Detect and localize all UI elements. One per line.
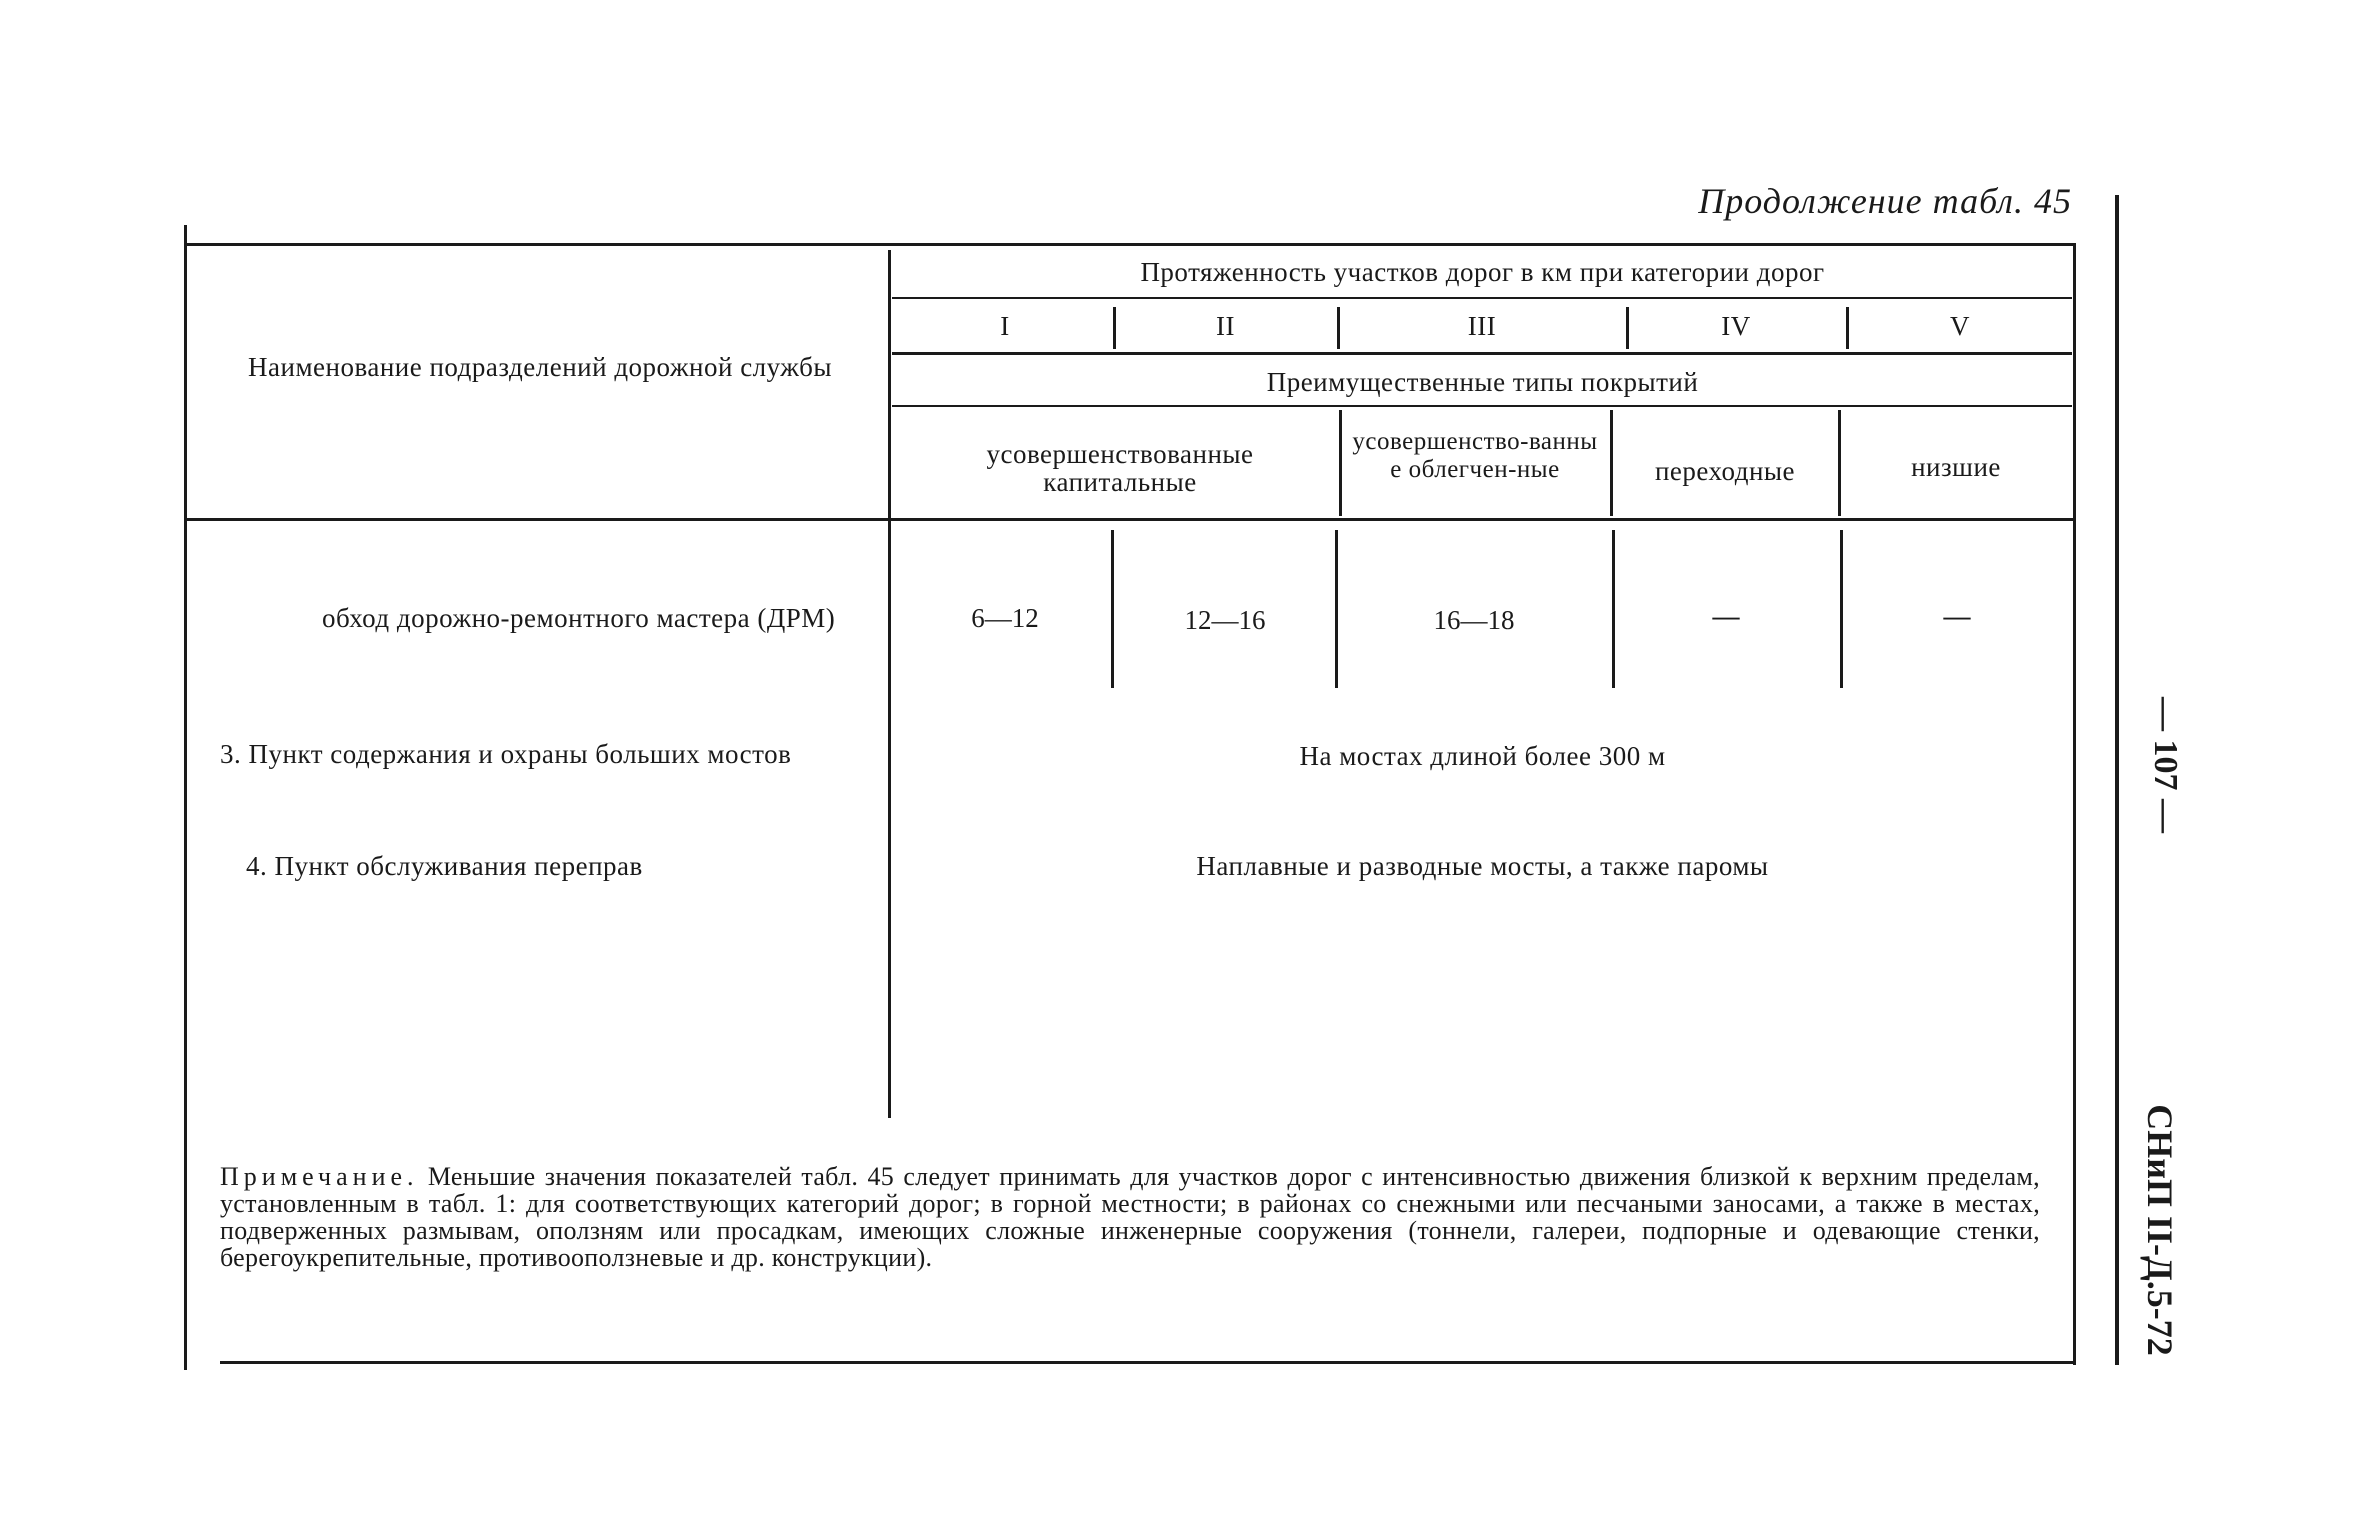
stub-header: Наименование подразделений дорожной службы [248,352,832,382]
row-2-name: 3. Пункт содержания и охраны больших мостов [220,739,792,769]
category-separator [1337,307,1340,349]
category-label-5: V [1950,311,1970,341]
span-header-rule [892,297,2072,299]
row-1-value-1: 6—12 [971,603,1039,633]
row-1-name: обход дорожно-ремонтного мастера (ДРМ) [322,603,836,633]
row-1-value-3: 16—18 [1433,605,1515,635]
row-3-name: 4. Пункт обслуживания переправ [246,851,643,881]
span-header: Протяженность участков дорог в км при категории дорог [1140,257,1825,287]
pavement-type-1: усовершенствованные капитальные [986,439,1254,497]
category-label-4: IV [1721,311,1751,341]
category-label-2: II [1216,311,1235,341]
right-margin-rule [2115,195,2119,1365]
pavement-type-3: переходные [1654,456,1796,486]
table-left-border [184,225,187,1370]
data-separator [1111,530,1114,688]
header-bottom-rule [186,518,2076,521]
pavement-header-rule [892,405,2072,407]
row-1-value-4: — [1712,601,1740,631]
pavement-separator [1339,410,1342,516]
category-separator [1846,307,1849,349]
table-note [220,1163,2040,1271]
table-bottom-rule [220,1361,2074,1364]
pavement-separator [1838,410,1841,516]
row-1-value-5: — [1943,601,1971,631]
pavement-type-2: усовершенство-ванные облегчен-ные [1352,428,1598,483]
category-label-3: III [1467,311,1497,341]
category-separator [1113,307,1116,349]
row-3-merged-value: Наплавные и разводные мосты, а также паромы [1196,851,1769,881]
stub-column-separator [888,250,891,1118]
table-top-border [186,243,2076,246]
row-2-merged-value: На мостах длиной более 300 м [1299,741,1666,771]
pavement-separator [1610,410,1613,516]
category-separator [1626,307,1629,349]
page-number: — 107 — [2147,697,2184,833]
pavement-header: Преимущественные типы покрытий [1266,367,1699,397]
table-continuation-title: Продолжение табл. 45 [1698,181,2072,221]
note-lead: Примечание. [220,1162,419,1191]
row-1-value-2: 12—16 [1184,605,1266,635]
categories-rule [892,352,2072,355]
note-text: Меньшие значения показателей табл. 45 следует принимать для участков дорог с интенсивностью движения близкой к верхним пределам, установленным в табл. 1: для соответствующих категорий дорог; в горной местности; в районах со снежными или песчаными заносами, а также в местах, подверженных размывам, оползням или просадкам, имеющих сложные инженерные сооружения (тоннели, галереи, подпорные и одевающие стенки, берегоукрепительные, противооползневые и др. конструкции). [220,1162,2040,1272]
document-code: СНиП II-Д.5-72 [2140,1104,2180,1356]
table-right-border [2073,245,2076,1365]
category-label-1: I [1000,311,1010,341]
pavement-type-4: низшие [1911,452,2001,482]
